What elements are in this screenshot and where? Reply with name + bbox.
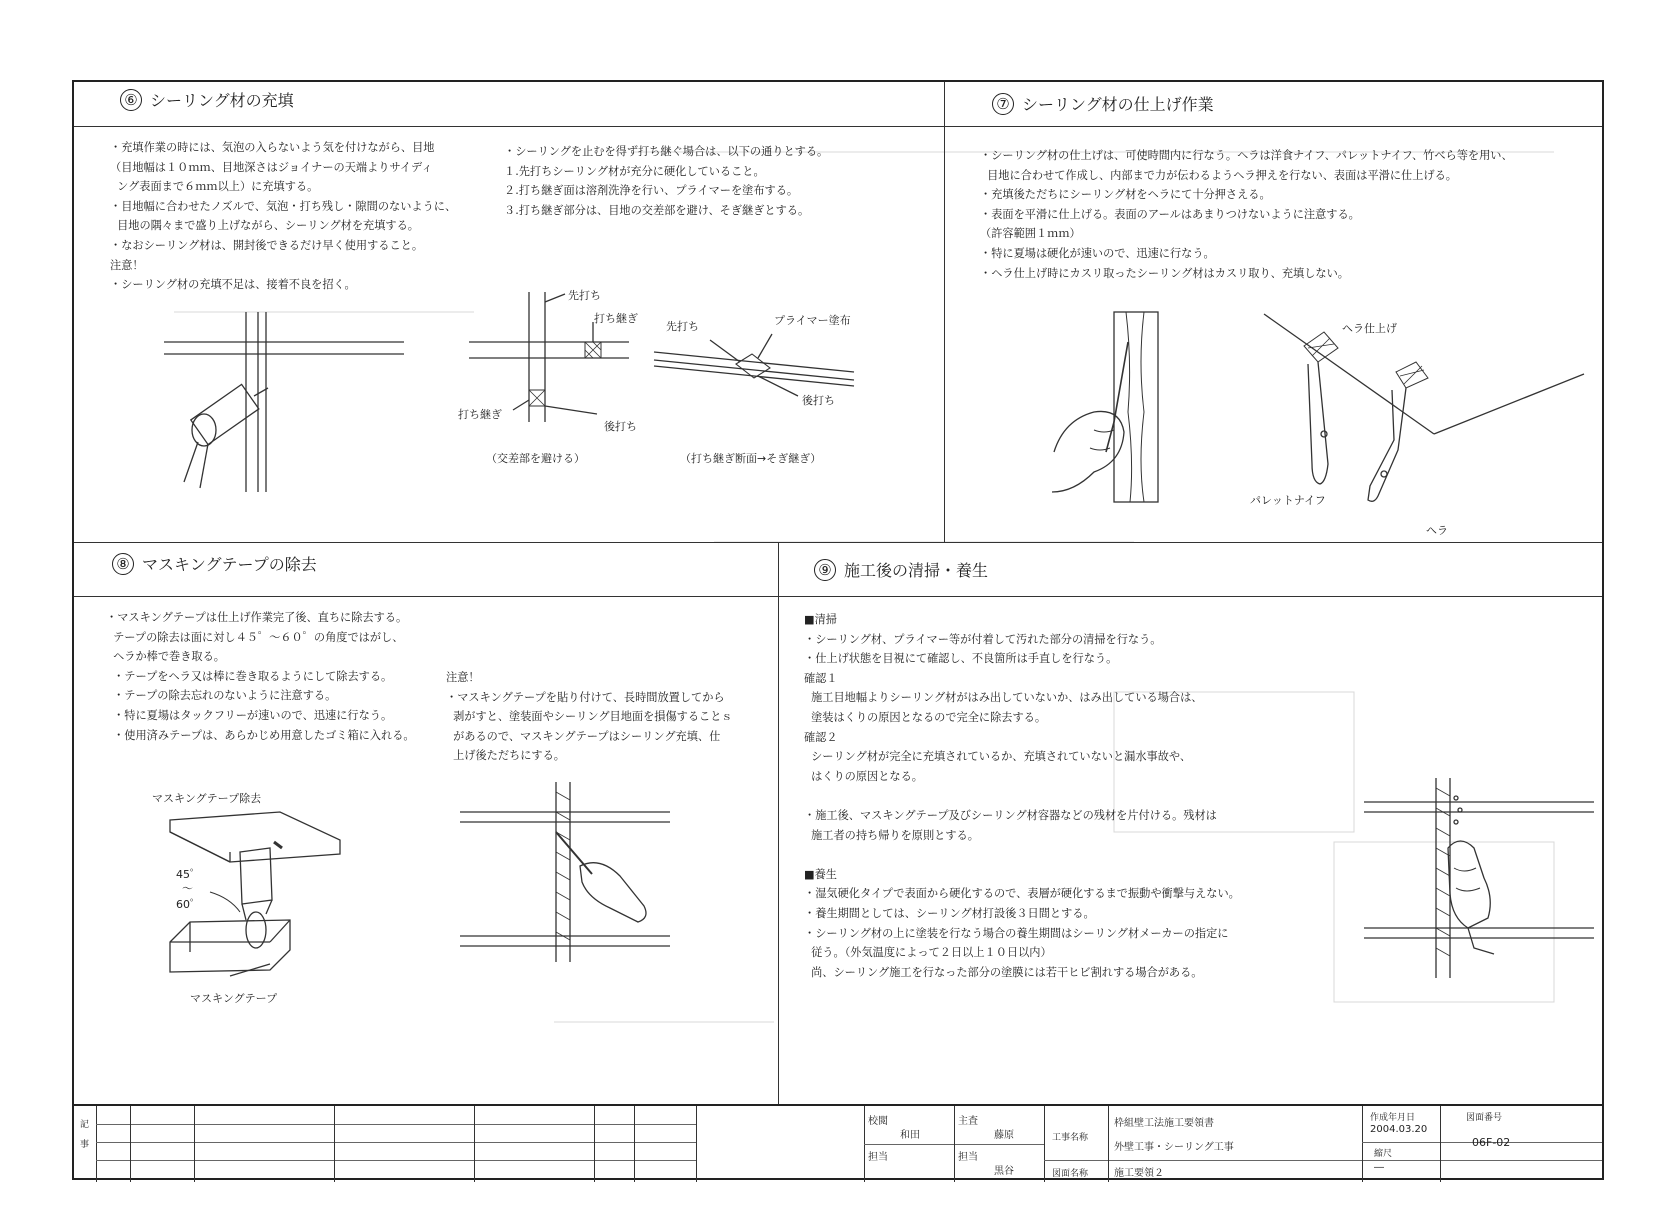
- tb-divider: [1362, 1106, 1363, 1182]
- label-sakiuchi-2: 先打ち: [666, 320, 699, 333]
- title-block: [74, 1104, 1602, 1182]
- panel-9-title-text: 施工後の清掃・養生: [844, 561, 989, 580]
- tb-row-line: [96, 1124, 696, 1125]
- panel-divider-top: [74, 126, 1602, 127]
- tb-divider: [474, 1106, 475, 1182]
- label-masking-tape: マスキングテープ: [190, 992, 278, 1005]
- panel-8-number: ⑧: [112, 553, 134, 575]
- panel-9-number: ⑨: [814, 559, 836, 581]
- tb-divider: [1440, 1106, 1441, 1182]
- tb-revision-label: 記 事: [80, 1120, 90, 1150]
- tb-divider: [696, 1106, 697, 1182]
- panel-divider-upper: [944, 82, 945, 542]
- spatula-finishing-figure: [1034, 302, 1184, 512]
- tb-divider: [96, 1106, 97, 1182]
- panel-8-title: [112, 552, 317, 575]
- tb-divider: [194, 1106, 195, 1182]
- label-palette-knife: パレットナイフ: [1250, 494, 1326, 507]
- panel-divider-lower-title: [74, 596, 1602, 597]
- tb-draft-label: 担当: [958, 1152, 978, 1163]
- tb-divider: [1044, 1106, 1045, 1182]
- palette-knife-figure: [1264, 314, 1584, 514]
- tb-staff-label: 担当: [868, 1152, 888, 1163]
- masking-peel-figure: [460, 782, 670, 962]
- tb-date: 2004.03.20: [1370, 1124, 1428, 1135]
- caption-scarf-joint: （打ち継ぎ断面→そぎ継ぎ）: [680, 452, 822, 465]
- tb-divider: [634, 1106, 635, 1182]
- panel-6-title-text: シーリング材の充填: [150, 91, 294, 110]
- panel-9-title: [814, 558, 988, 581]
- panel-7-title: [992, 92, 1214, 115]
- panel-8-note: 注意！ ・マスキングテープを貼り付けて、長時間放置してから 剥がすと、塗装面やシーリング目地面を損傷することｓ があるので、マスキングテープはシーリング充填、仕 上げ後ただちにする。: [446, 671, 733, 763]
- label-atouchi: 後打ち: [604, 420, 637, 433]
- tb-drawing-no: 06F-02: [1472, 1136, 1511, 1149]
- scarf-joint-figure: [654, 330, 874, 420]
- label-atouchi-2: 後打ち: [802, 394, 835, 407]
- tb-chief-name: 藤原: [994, 1130, 1014, 1141]
- tb-row-line: [1044, 1160, 1602, 1161]
- label-uchitsugi: 打ち継ぎ: [594, 312, 638, 325]
- panel-7-body: ・シーリング材の仕上げは、可使時間内に行なう。ヘラは洋食ナイフ、パレットナイフ、竹べら等を用い、 目地に合わせて作成し、内部まで力が伝わるようヘラ押えを行ない、表面は平滑に仕上げる。 ・充填後ただちにシーリング材をヘラにて十分押さえる。 ・表面を平滑に仕上げる。表面のアールはあまりつけないように注意する。 （許容範囲１ｍｍ） ・特に夏場は硬化が速いので、迅速に行なう。 ・ヘラ仕上げ時にカスリ取ったシーリング材はカスリ取り、充填しない。: [980, 149, 1513, 280]
- label-angle-tilde: ～: [182, 882, 193, 895]
- tb-date-label: 作成年月日: [1370, 1113, 1416, 1123]
- tb-scale-label: 縮尺: [1374, 1149, 1393, 1159]
- tb-drawing-no-label: 図面番号: [1466, 1113, 1503, 1123]
- label-hera: ヘラ: [1426, 524, 1448, 537]
- panel-9-body: ■清掃 ・シーリング材、プライマー等が付着して汚れた部分の清掃を行なう。 ・仕上げ状態を目視にて確認し、不良箇所は手直しを行なう。 確認１ 施工目地幅よりシーリング材がはみ出していないか、はみ出している場合は、 塗装はくりの原因となるので完全に除去する。 確認２ シーリング材が完全に充填されているか、充填されていないと漏水事故や、 はくりの原因となる。 ・施工後、マスキングテープ及びシーリング材容器などの残材を片付ける。残材は 施工者の持ち帰りを原則とする。 ■養生 ・湿気硬化タイプで表面から硬化するので、表層が硬化するまで振動や衝撃与えない。 ・養生期間としては、シーリング材打設後３日間とする。 ・シーリング材の上に塗装を行なう場合の養生期間はシーリング材メーカーの指定に 従う。（外気温度によって２日以上１０日以内） 尚、シーリング施工を行なった部分の塗膜には若干ヒビ割れする場合がある。: [804, 613, 1240, 979]
- tb-check-name: 和田: [900, 1130, 920, 1141]
- tb-divider: [954, 1106, 955, 1182]
- tb-drawing-name: 施工要領２: [1114, 1168, 1164, 1179]
- drawing-sheet: [72, 80, 1604, 1180]
- tb-row-line: [96, 1142, 696, 1143]
- cleaning-check-figure: [1364, 778, 1594, 978]
- tb-divider: [594, 1106, 595, 1182]
- label-primer: プライマー塗布: [774, 314, 851, 327]
- panel-divider-lower: [778, 542, 779, 1104]
- panel-6-body-joint: ・シーリングを止むを得ず打ち継ぐ場合は、以下の通りとする。 １.先打ちシーリング材が充分に硬化していること。 ２.打ち継ぎ面は溶剤洗浄を行い、プライマーを塗布する。 ３.打ち継ぎ部分は、目地の交差部を避け、そぎ継ぎとする。: [504, 145, 829, 217]
- tb-row-line: [96, 1160, 696, 1161]
- caulking-gun-figure: [164, 312, 404, 512]
- panel-6-number: ⑥: [120, 89, 142, 111]
- tb-divider: [334, 1106, 335, 1182]
- tb-scale: ―: [1374, 1162, 1384, 1173]
- tb-project-name: 枠組壁工法施工要領書: [1114, 1118, 1214, 1129]
- panel-6-title: [120, 88, 294, 111]
- label-angle-45: 45゜: [176, 868, 201, 881]
- tb-draft-name: 黒谷: [994, 1166, 1014, 1177]
- tb-project-label: 工事名称: [1052, 1133, 1089, 1143]
- label-angle-60: 60゜: [176, 898, 201, 911]
- tb-chief-label: 主査: [958, 1116, 978, 1127]
- tb-divider: [1108, 1106, 1109, 1182]
- tb-project-sub: 外壁工事・シーリング工事: [1114, 1142, 1234, 1153]
- masking-removal-figure: [170, 812, 400, 992]
- panel-7-number: ⑦: [992, 93, 1014, 115]
- label-sakiuchi: 先打ち: [568, 289, 601, 302]
- label-uchitsugi-2: 打ち継ぎ: [458, 408, 502, 421]
- panel-divider-middle: [74, 542, 1602, 543]
- panel-8-body: ・マスキングテープは仕上げ作業完了後、直ちに除去する。 テープの除去は面に対し４５゜～６０゜の角度ではがし、 ヘラか棒で巻き取る。 ・テープをヘラ又は棒に巻き取るようにして除去する。 ・テープの除去忘れのないように注意する。 ・特に夏場はタックフリーが速いので、迅速に行なう。 ・使用済みテープは、あらかじめ用意したゴミ箱に入れる。: [106, 611, 415, 742]
- panel-8-title-text: マスキングテープの除去: [142, 555, 317, 574]
- label-masking-removal: マスキングテープ除去: [152, 792, 262, 805]
- panel-6-body: ・充填作業の時には、気泡の入らないよう気を付けながら、目地 （目地幅は１０ｍｍ、目地深さはジョイナーの天端よりサイディ ング表面まで６ｍｍ以上）に充填する。 ・目地幅に合わせたノズルで、気泡・打ち残し・隙間のないように、 目地の隅々まで盛り上げながら、シーリング材を充填する。 ・なおシーリング材は、開封後できるだけ早く使用すること。 注意！ ・シーリング材の充填不足は、接着不良を招く。: [110, 141, 457, 292]
- tb-drawing-label: 図面名称: [1052, 1169, 1089, 1179]
- tb-divider: [130, 1106, 131, 1182]
- label-hera-finish: ヘラ仕上げ: [1342, 322, 1397, 335]
- tb-check-label: 校閲: [868, 1116, 888, 1127]
- panel-7-title-text: シーリング材の仕上げ作業: [1022, 95, 1214, 114]
- caption-cross-joint: （交差部を避ける）: [486, 452, 585, 465]
